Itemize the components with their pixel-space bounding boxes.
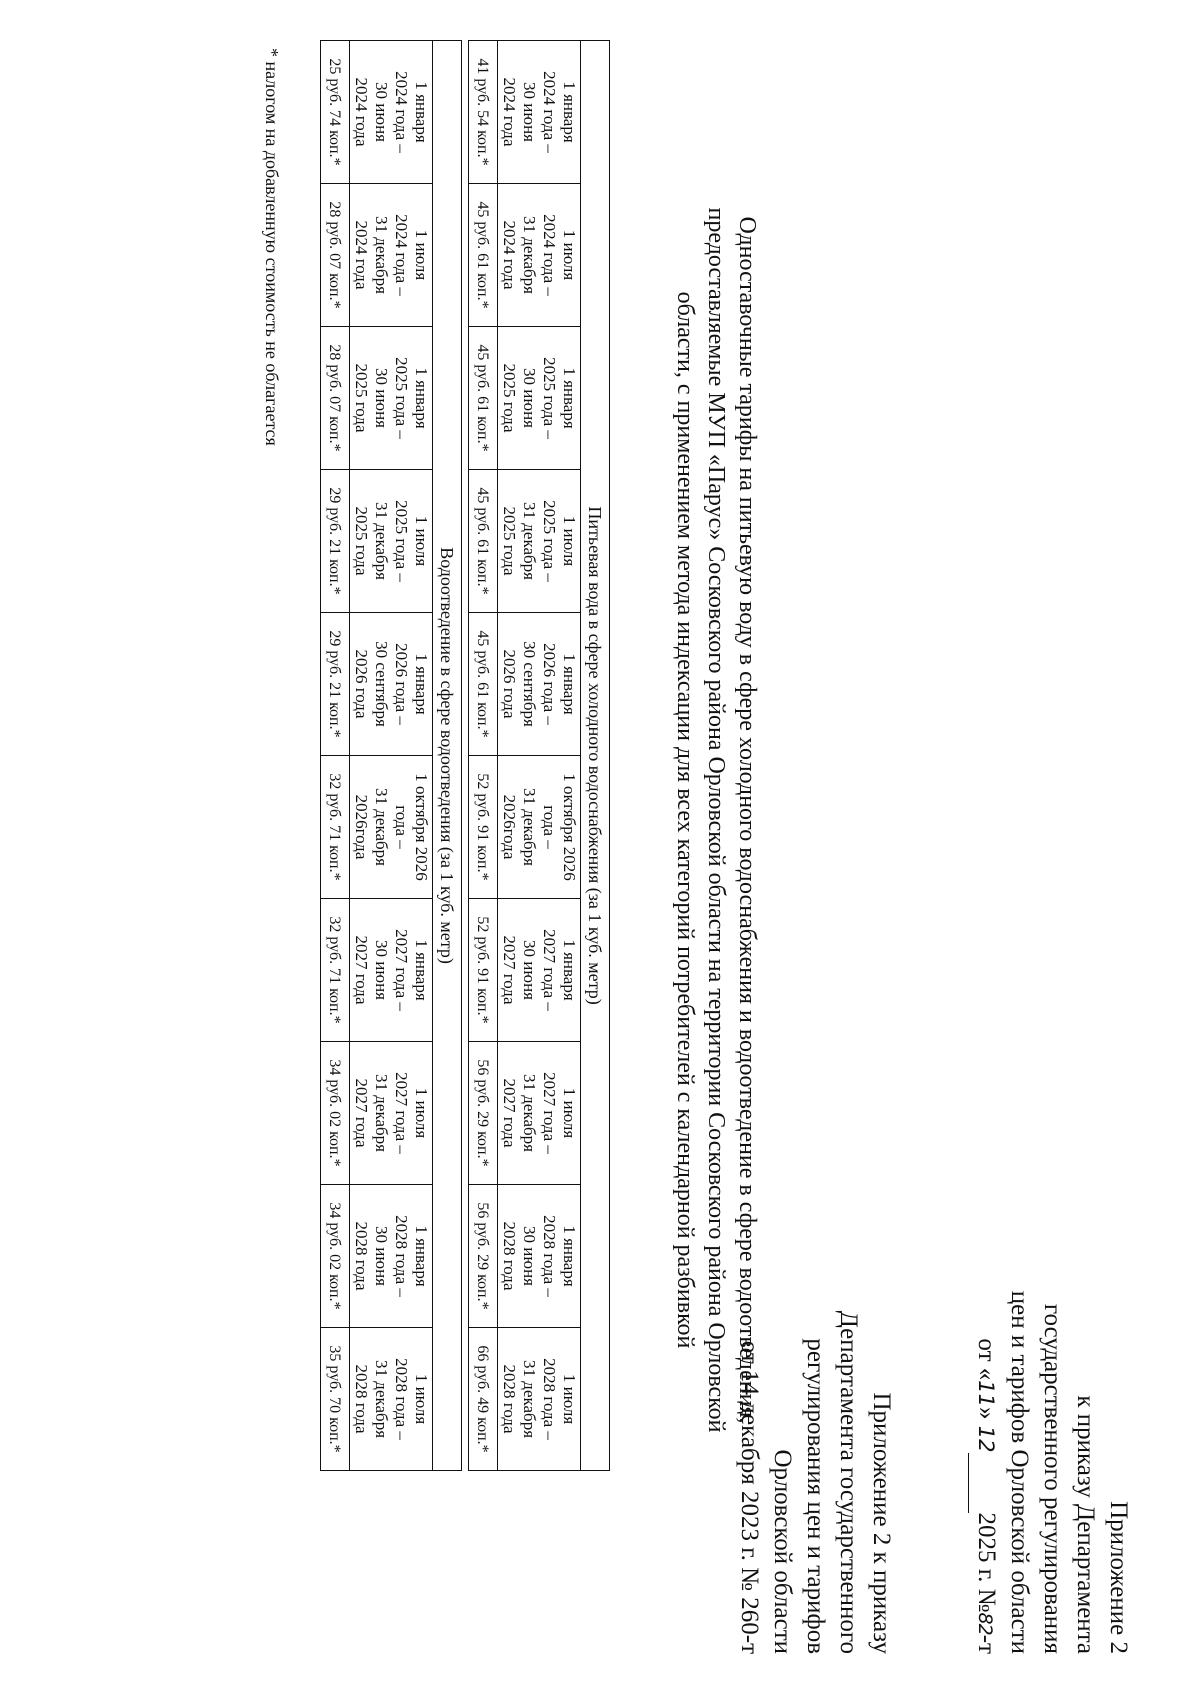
period-line: 2025 года –: [540, 500, 559, 582]
period-line: 1 июля: [412, 1373, 431, 1425]
period-cell: [498, 1328, 581, 1471]
period-line: 31 декабря: [520, 1074, 539, 1152]
period-line: 1 января: [412, 653, 431, 715]
period-line: 2025 года: [352, 363, 371, 433]
price-cell: 45 руб. 61 коп.*: [469, 184, 498, 327]
period-line: 2027 года –: [540, 929, 559, 1011]
title-line: Одноставочные тарифы на питьевую воду в сфере холодного водоснабжения и водоотведение в сфере водоотведения,: [734, 216, 760, 1424]
price-cell: 35 руб. 70 коп.*: [321, 1328, 350, 1471]
period-line: 2024 года –: [540, 71, 559, 153]
period-cell: [498, 1185, 581, 1328]
annex-current-order: [968, 1284, 1135, 1654]
period-line: 2028 года: [352, 1364, 371, 1434]
section-spacer: [462, 41, 469, 1471]
number-suffix: -т: [973, 1634, 1000, 1654]
period-line: 30 июня: [372, 368, 391, 428]
period-line: 2028 года: [352, 1221, 371, 1291]
section-heading: Водоотведение в сфере водоотведения (за 1 куб. метр): [433, 41, 462, 1471]
price-cell: 45 руб. 61 коп.*: [469, 470, 498, 613]
price-row: [469, 41, 498, 1471]
period-line: 30 июня: [372, 940, 391, 1000]
period-line: 2024 года –: [540, 214, 559, 296]
price-cell: 32 руб. 71 коп.*: [321, 899, 350, 1042]
annex-line: Департамента государственного: [835, 1310, 862, 1654]
period-line: 1 января: [560, 367, 579, 429]
price-cell: 32 руб. 71 коп.*: [321, 756, 350, 899]
footnote: * налогом на добавленную стоимость не облагается: [262, 48, 282, 446]
period-cell: [498, 327, 581, 470]
period-line: 31 декабря: [520, 502, 539, 580]
annex-line: Приложение 2: [1105, 1501, 1132, 1654]
period-row: [350, 41, 433, 1471]
period-line: 2024 года: [352, 77, 371, 147]
period-line: 1 июля: [412, 515, 431, 567]
period-line: 2028 года –: [540, 1215, 559, 1297]
section-heading-row: [581, 41, 610, 1471]
period-line: 1 июля: [412, 229, 431, 281]
period-cell: [350, 1185, 433, 1328]
price-cell: 28 руб. 07 коп.*: [321, 184, 350, 327]
period-line: 2027 года: [352, 1078, 371, 1148]
period-line: 31 декабря: [372, 788, 391, 866]
date-prefix: от «: [973, 1338, 1000, 1381]
period-line: 30 июня: [372, 82, 391, 142]
period-line: 2028 года –: [540, 1358, 559, 1440]
date-mid: »: [973, 1407, 1000, 1420]
title-line: области, с применением метода индексации для всех категорий потребителей с календарной разбивкой: [672, 291, 698, 1349]
period-line: 2025 года: [500, 506, 519, 576]
period-line: 1 января: [560, 1225, 579, 1287]
period-line: 31 декабря: [372, 1360, 391, 1439]
period-line: 1 января: [412, 1225, 431, 1287]
spacer-cell: [462, 41, 469, 1471]
period-cell: [350, 184, 433, 327]
period-line: 2024 года –: [392, 71, 411, 153]
period-line: 30 сентября: [372, 641, 391, 727]
period-line: 2025 года –: [540, 357, 559, 439]
handwritten-day: 11: [974, 1380, 998, 1408]
period-line: 1 июля: [560, 515, 579, 567]
price-cell: 34 руб. 02 коп.*: [321, 1042, 350, 1185]
annex-line: цен и тарифов Орловской области: [1006, 1290, 1033, 1654]
annex-date-line: [968, 1284, 1003, 1654]
price-cell: 41 руб. 54 коп.*: [469, 41, 498, 184]
handwritten-month: 12: [974, 1425, 998, 1453]
annex-line: Приложение 2 к приказу: [868, 1392, 895, 1654]
period-line: 30 июня: [520, 1226, 539, 1286]
annex-line: регулирования цен и тарифов: [802, 1338, 829, 1654]
period-line: 2025 года –: [392, 500, 411, 582]
period-line: 2027 года: [352, 935, 371, 1005]
period-line: 2024 года –: [392, 214, 411, 296]
period-line: 1 января: [560, 81, 579, 143]
period-cell: [498, 613, 581, 756]
period-line: 2028 года –: [392, 1215, 411, 1297]
period-line: 2024 года: [500, 77, 519, 147]
period-line: 2027 года –: [392, 1072, 411, 1154]
period-line: 2026года: [352, 794, 371, 860]
period-line: года –: [392, 805, 411, 849]
period-line: 30 сентября: [520, 641, 539, 727]
annex-line: от 14 декабря 2023 г. № 260-т: [736, 1340, 763, 1654]
period-line: 2026года: [500, 794, 519, 860]
period-line: 2024 года: [500, 220, 519, 290]
period-line: 31 декабря: [372, 1074, 391, 1152]
period-line: 30 июня: [372, 1226, 391, 1286]
price-cell: 34 руб. 02 коп.*: [321, 1185, 350, 1328]
period-line: 1 июля: [560, 1087, 579, 1139]
price-cell: 29 руб. 21 коп.*: [321, 470, 350, 613]
period-line: 1 января: [560, 653, 579, 715]
period-cell: [498, 899, 581, 1042]
period-line: 31 декабря: [372, 502, 391, 580]
period-line: 2025 года: [352, 506, 371, 576]
price-cell: 56 руб. 29 коп.*: [469, 1185, 498, 1328]
period-cell: [350, 1328, 433, 1471]
period-line: 2028 года –: [392, 1358, 411, 1440]
period-line: 2028 года: [500, 1364, 519, 1434]
annex-line: к приказу Департамента: [1072, 1395, 1099, 1654]
period-line: 2025 года –: [392, 357, 411, 439]
period-line: 2025 года: [500, 363, 519, 433]
price-cell: 45 руб. 61 коп.*: [469, 327, 498, 470]
period-cell: [498, 41, 581, 184]
period-line: 2028 года: [500, 1221, 519, 1291]
price-cell: 28 руб. 07 коп.*: [321, 327, 350, 470]
period-cell: [498, 756, 581, 899]
handwritten-order-number: 82: [974, 1612, 996, 1635]
title-line: предоставляемые МУП «Парус» Сосковского района Орловской области на территории Сосковского района Орловской: [703, 207, 729, 1433]
blank-line: [968, 1453, 991, 1513]
period-line: 2027 года: [500, 935, 519, 1005]
period-cell: [350, 327, 433, 470]
year-text: 2025 г. №: [973, 1512, 1000, 1613]
period-line: 2026 года: [352, 649, 371, 719]
price-cell: 56 руб. 29 коп.*: [469, 1042, 498, 1185]
period-line: 30 июня: [520, 82, 539, 142]
period-line: 1 октября 2026: [412, 773, 431, 881]
period-line: 30 июня: [520, 940, 539, 1000]
annex-line: государственного регулирования: [1039, 1303, 1066, 1654]
period-cell: [498, 1042, 581, 1185]
tariff-table: [320, 40, 610, 1471]
period-line: 31 декабря: [520, 1360, 539, 1439]
period-line: 1 июля: [412, 1087, 431, 1139]
period-line: 2026 года –: [540, 643, 559, 725]
period-line: 1 января: [412, 367, 431, 429]
period-row: [498, 41, 581, 1471]
period-line: 2026 года –: [392, 643, 411, 725]
price-cell: 52 руб. 91 коп.*: [469, 899, 498, 1042]
period-line: 1 июля: [560, 229, 579, 281]
price-cell: 52 руб. 91 коп.*: [469, 756, 498, 899]
period-line: 31 декабря: [520, 788, 539, 866]
annex-line: Орловской области: [769, 1449, 796, 1654]
period-cell: [350, 613, 433, 756]
price-cell: 45 руб. 61 коп.*: [469, 613, 498, 756]
period-line: 2027 года: [500, 1078, 519, 1148]
period-line: года –: [540, 805, 559, 849]
period-line: 31 декабря: [520, 216, 539, 294]
period-line: 31 декабря: [372, 216, 391, 294]
period-line: 2026 года: [500, 649, 519, 719]
price-cell: 66 руб. 49 коп.*: [469, 1328, 498, 1471]
period-line: 1 января: [412, 81, 431, 143]
period-line: 1 октября 2026: [560, 773, 579, 881]
period-cell: [350, 41, 433, 184]
period-line: 1 июля: [560, 1373, 579, 1425]
period-line: 2027 года –: [392, 929, 411, 1011]
period-line: 1 января: [412, 939, 431, 1001]
period-line: 2024 года: [352, 220, 371, 290]
period-line: 2027 года –: [540, 1072, 559, 1154]
section-heading: Питьевая вода в сфере холодного водоснабжения (за 1 куб. метр): [581, 41, 610, 1471]
price-cell: 25 руб. 74 коп.*: [321, 41, 350, 184]
price-cell: 29 руб. 21 коп.*: [321, 613, 350, 756]
period-line: 30 июня: [520, 368, 539, 428]
period-line: 1 января: [560, 939, 579, 1001]
period-cell: [350, 899, 433, 1042]
period-cell: [498, 184, 581, 327]
section-heading-row: [433, 41, 462, 1471]
period-cell: [350, 756, 433, 899]
period-cell: [498, 470, 581, 613]
price-row: [321, 41, 350, 1471]
period-cell: [350, 1042, 433, 1185]
document-title: [669, 100, 762, 1540]
period-cell: [350, 470, 433, 613]
